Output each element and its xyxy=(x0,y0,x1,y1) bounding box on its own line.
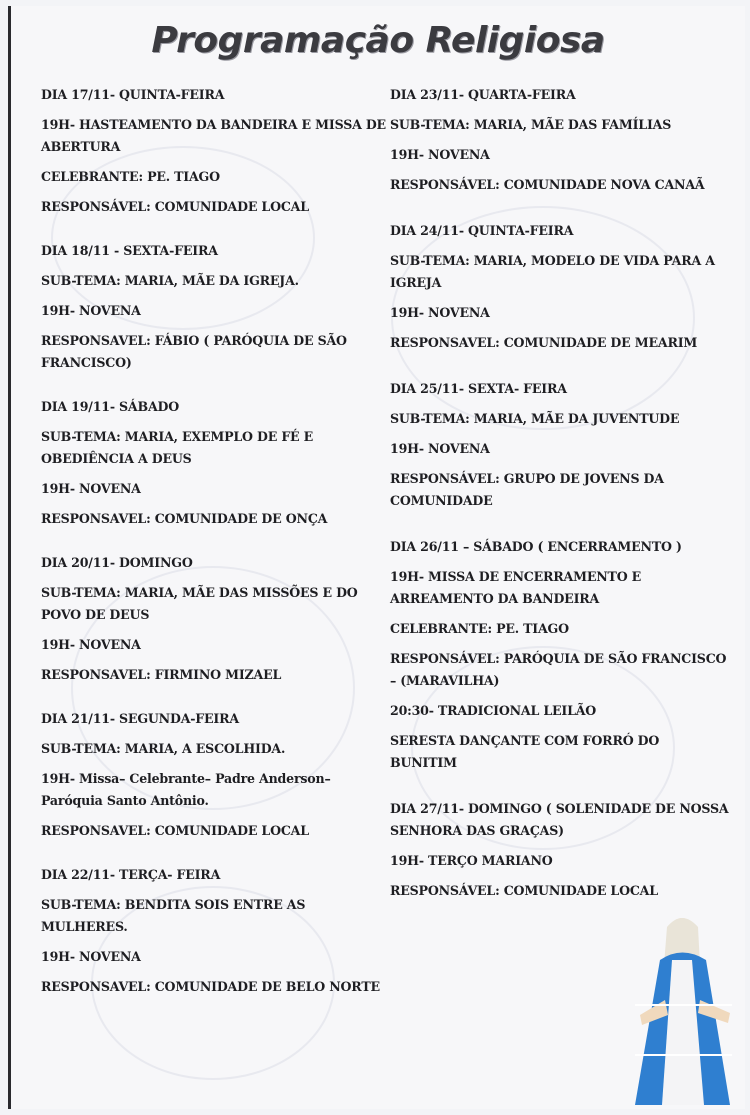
schedule-day xyxy=(41,864,386,998)
schedule-line: SUB-TEMA: MARIA, MÃE DAS MISSÕES E DO POVO DE DEUS xyxy=(41,585,358,622)
day-heading: DIA 25/11- SEXTA- FEIRA xyxy=(390,381,567,396)
schedule-line: SERESTA DANÇANTE COM FORRÓ DO BUNITIM xyxy=(390,733,660,770)
schedule-day xyxy=(41,708,386,842)
schedule-line: SUB-TEMA: MARIA, EXEMPLO DE FÉ E OBEDIÊNCIA A DEUS xyxy=(41,429,314,466)
schedule-line: SUB-TEMA: MARIA, A ESCOLHIDA. xyxy=(41,741,286,756)
schedule-day xyxy=(41,240,386,374)
schedule-line: RESPONSÁVEL: COMUNIDADE LOCAL xyxy=(390,883,658,898)
schedule-line: RESPONSAVEL: COMUNIDADE DE ONÇA xyxy=(41,511,328,526)
schedule-day xyxy=(41,552,386,686)
day-heading: DIA 19/11- SÁBADO xyxy=(41,399,180,414)
schedule-line: 19H- NOVENA xyxy=(41,637,141,652)
schedule-line: SUB-TEMA: MARIA, MODELO DE VIDA PARA A IGREJA xyxy=(390,253,715,290)
schedule-day xyxy=(390,378,730,512)
schedule-line: 19H- NOVENA xyxy=(41,481,141,496)
page-title: Programação Religiosa xyxy=(151,20,605,61)
schedule-line: 19H- NOVENA xyxy=(390,147,490,162)
day-heading: DIA 17/11- QUINTA-FEIRA xyxy=(41,87,225,102)
schedule-line: 19H- NOVENA xyxy=(41,949,141,964)
schedule-day xyxy=(390,84,730,196)
schedule-line: RESPONSÁVEL: COMUNIDADE LOCAL xyxy=(41,199,309,214)
schedule-line: 19H- NOVENA xyxy=(390,441,490,456)
schedule-line: CELEBRANTE: PE. TIAGO xyxy=(390,621,569,636)
day-heading: DIA 26/11 – SÁBADO ( ENCERRAMENTO ) xyxy=(390,539,682,554)
day-heading: DIA 24/11- QUINTA-FEIRA xyxy=(390,223,574,238)
schedule-day xyxy=(390,536,730,774)
schedule-line: RESPONSÁVEL: PARÓQUIA DE SÃO FRANCISCO – (MARAVILHA) xyxy=(390,651,727,688)
schedule-line: RESPONSAVEL: FÁBIO ( PARÓQUIA DE SÃO FRANCISCO) xyxy=(41,333,347,370)
schedule-day xyxy=(41,396,386,530)
schedule-line: 19H- TERÇO MARIANO xyxy=(390,853,553,868)
schedule-line: 19H- Missa– Celebrante– Padre Anderson– Paróquia Santo Antônio. xyxy=(41,771,331,808)
schedule-line: SUB-TEMA: BENDITA SOIS ENTRE AS MULHERES. xyxy=(41,897,306,934)
day-heading: DIA 22/11- TERÇA- FEIRA xyxy=(41,867,221,882)
schedule-line: SUB-TEMA: MARIA, MÃE DA IGREJA. xyxy=(41,273,299,288)
schedule-line: 19H- HASTEAMENTO DA BANDEIRA E MISSA DE ABERTURA xyxy=(41,117,386,154)
day-heading: DIA 21/11- SEGUNDA-FEIRA xyxy=(41,711,239,726)
schedule-line: 19H- NOVENA xyxy=(41,303,141,318)
schedule-line: RESPONSAVEL: COMUNIDADE DE BELO NORTE xyxy=(41,979,380,994)
schedule-line: RESPONSAVEL: COMUNIDADE DE MEARIM xyxy=(390,335,698,350)
our-lady-of-graces-image xyxy=(620,905,745,1110)
schedule-line: RESPONSÁVEL: COMUNIDADE NOVA CANAÃ xyxy=(390,177,705,192)
schedule-line: SUB-TEMA: MARIA, MÃE DA JUVENTUDE xyxy=(390,411,680,426)
schedule-line: RESPONSAVEL: FIRMINO MIZAEL xyxy=(41,667,282,682)
left-column xyxy=(41,84,386,1020)
right-column xyxy=(390,84,730,926)
schedule-day xyxy=(390,220,730,354)
schedule-line: RESPONSÁVEL: GRUPO DE JOVENS DA COMUNIDADE xyxy=(390,471,664,508)
day-heading: DIA 27/11- DOMINGO ( SOLENIDADE DE NOSSA SENHORA DAS GRAÇAS) xyxy=(390,801,729,838)
day-heading: DIA 18/11 - SEXTA-FEIRA xyxy=(41,243,218,258)
schedule-line: RESPONSAVEL: COMUNIDADE LOCAL xyxy=(41,823,309,838)
schedule-line: CELEBRANTE: PE. TIAGO xyxy=(41,169,220,184)
day-heading: DIA 20/11- DOMINGO xyxy=(41,555,193,570)
schedule-day xyxy=(41,84,386,218)
schedule-line: SUB-TEMA: MARIA, MÃE DAS FAMÍLIAS xyxy=(390,117,672,132)
schedule-line: 19H- NOVENA xyxy=(390,305,490,320)
schedule-line: 19H- MISSA DE ENCERRAMENTO E ARREAMENTO DA BANDEIRA xyxy=(390,569,642,606)
schedule-line: 20:30- TRADICIONAL LEILÃO xyxy=(390,703,597,718)
schedule-day xyxy=(390,798,730,902)
day-heading: DIA 23/11- QUARTA-FEIRA xyxy=(390,87,576,102)
